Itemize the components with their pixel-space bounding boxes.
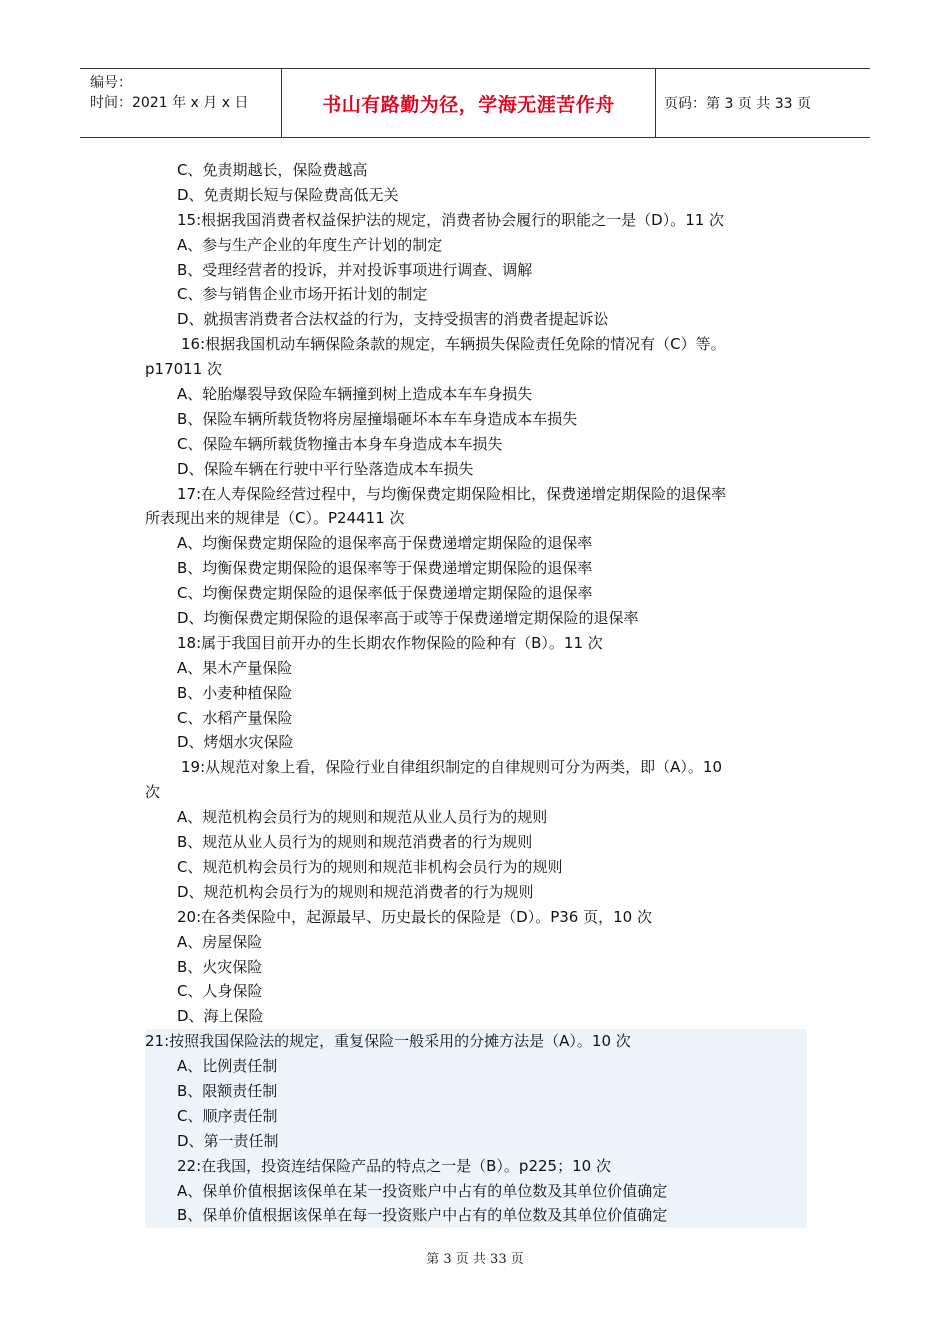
text-line: A、规范机构会员行为的规则和规范从业人员行为的规则 — [177, 808, 548, 827]
document-body — [145, 158, 825, 1228]
text-line: D、就损害消费者合法权益的行为，支持受损害的消费者提起诉讼 — [177, 310, 609, 329]
text-line: C、规范机构会员行为的规则和规范非机构会员行为的规则 — [177, 857, 563, 876]
header-motto-cell — [282, 69, 656, 137]
text-line: 22:在我国，投资连结保险产品的特点之一是（B）。p225；10 次 — [177, 1156, 611, 1175]
text-line: C、人身保险 — [177, 982, 263, 1001]
page-header — [80, 68, 870, 138]
text-line: D、第一责任制 — [177, 1131, 279, 1150]
text-line: B、规范从业人员行为的规则和规范消费者的行为规则 — [177, 833, 533, 852]
text-line: B、火灾保险 — [177, 957, 263, 976]
text-line: B、受理经营者的投诉，并对投诉事项进行调查、调解 — [177, 260, 533, 279]
text-line: B、保单价值根据该保单在每一投资账户中占有的单位数及其单位价值确定 — [177, 1206, 668, 1225]
text-line: 16:根据我国机动车辆保险条款的规定，车辆损失保险责任免除的情况有（C）等。 — [181, 335, 726, 354]
header-left-cell — [80, 69, 282, 137]
text-line: B、小麦种植保险 — [177, 683, 293, 702]
text-line: A、果木产量保险 — [177, 658, 293, 677]
text-line: B、保险车辆所载货物将房屋撞塌砸坏本车车身造成本车损失 — [177, 409, 578, 428]
text-line: 20:在各类保险中，起源最早、历史最长的保险是（D）。P36 页，10 次 — [177, 907, 652, 926]
motto-text: 书山有路勤为径，学海无涯苦作舟 — [322, 93, 615, 116]
text-line: B、均衡保费定期保险的退保率等于保费递增定期保险的退保率 — [177, 559, 593, 578]
text-line: 次 — [145, 783, 161, 802]
time-label: 时间：2021 年 x 月 x 日 — [90, 95, 249, 111]
text-line: A、均衡保费定期保险的退保率高于保费递增定期保险的退保率 — [177, 534, 593, 553]
text-line: C、免责期越长，保险费越高 — [177, 161, 368, 179]
text-line: C、水稻产量保险 — [177, 708, 293, 727]
text-line: D、免责期长短与保险费高低无关 — [177, 185, 399, 204]
text-line: p17011 次 — [145, 360, 223, 379]
text-line: 所表现出来的规律是（C）。P24411 次 — [145, 509, 405, 528]
text-line: C、参与销售企业市场开拓计划的制定 — [177, 285, 428, 304]
text-line: D、规范机构会员行为的规则和规范消费者的行为规则 — [177, 882, 534, 901]
text-line: D、烤烟水灾保险 — [177, 733, 294, 752]
text-line: D、均衡保费定期保险的退保率高于或等于保费递增定期保险的退保率 — [177, 609, 639, 628]
header-page-cell — [656, 69, 870, 137]
text-line: C、顺序责任制 — [177, 1106, 278, 1125]
text-line: B、限额责任制 — [177, 1081, 278, 1100]
text-line: A、轮胎爆裂导致保险车辆撞到树上造成本车车身损失 — [177, 385, 533, 404]
page-info: 页码：第 3 页 共 33 页 — [664, 96, 811, 112]
text-line: D、海上保险 — [177, 1007, 264, 1026]
footer-page-number: 第 3 页 共 33 页 — [426, 1252, 524, 1267]
serial-label: 编号： — [90, 75, 132, 91]
page-footer — [0, 1248, 950, 1267]
text-line: A、比例责任制 — [177, 1057, 278, 1076]
text-line: 21:按照我国保险法的规定，重复保险一般采用的分摊方法是（A）。10 次 — [145, 1032, 631, 1051]
text-line: C、保险车辆所载货物撞击本身车身造成本车损失 — [177, 434, 503, 453]
text-line: 15:根据我国消费者权益保护法的规定，消费者协会履行的职能之一是（D）。11 次 — [177, 210, 725, 229]
text-line: 18:属于我国目前开办的生长期农作物保险的险种有（B）。11 次 — [177, 633, 603, 652]
text-line: D、保险车辆在行驶中平行坠落造成本车损失 — [177, 459, 474, 478]
text-line: A、房屋保险 — [177, 932, 263, 951]
text-line: A、参与生产企业的年度生产计划的制定 — [177, 235, 443, 254]
text-line: A、保单价值根据该保单在某一投资账户中占有的单位数及其单位价值确定 — [177, 1181, 668, 1200]
text-line: 19:从规范对象上看，保险行业自律组织制定的自律规则可分为两类，即（A）。10 — [181, 758, 722, 777]
text-line: 17:在人寿保险经营过程中，与均衡保费定期保险相比，保费递增定期保险的退保率 — [177, 484, 727, 503]
text-line: C、均衡保费定期保险的退保率低于保费递增定期保险的退保率 — [177, 584, 593, 603]
